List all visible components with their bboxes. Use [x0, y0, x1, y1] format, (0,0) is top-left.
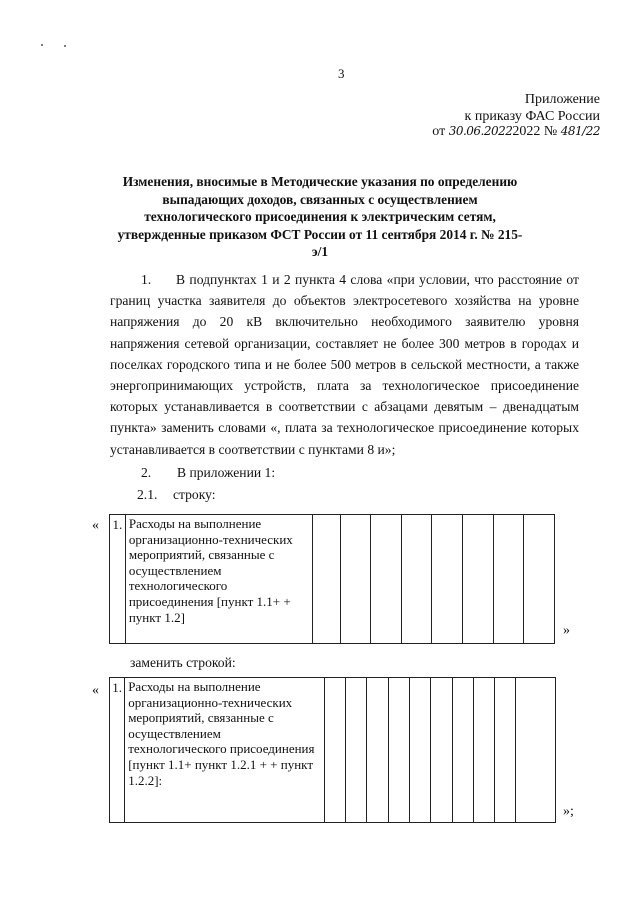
table-cell [312, 515, 341, 644]
date-prefix: от [432, 124, 446, 139]
old-row-table [109, 514, 555, 644]
appendix-label: Приложение [524, 92, 600, 107]
page-number: 3 [338, 66, 345, 81]
handwritten-date: 30.06.2022 [448, 124, 513, 138]
table-cell [493, 515, 524, 644]
row-number-cell: 1. [110, 515, 126, 644]
appendix-date-line [400, 124, 600, 140]
item-1-body: В подпунктах 1 и 2 пункта 4 слова «при условии, что расстояние от границ участка заявителя до объектов электросетевого хозяйства на уровне напряжения до 20 кВ включительно необходимого заявителю уровня напряжения сетевой организации, составляет не более 300 метров в городах и поселках городского типа и не более 500 метров в сельской местности, а также энергопринимающих устройств, плата за технологическое присоединение которых устанавливается в соответствии с абзацами девятым – двенадцатым пункта» заменить словами «, плата за технологическое присоединение которых устанавливается в соответствии с пунктами 8 и»; [110, 272, 579, 457]
old-row-close-quote: » [563, 623, 570, 638]
table-cell [516, 678, 556, 823]
handwritten-number: 481/22 [560, 124, 600, 138]
item-1-number: 1. [141, 272, 152, 287]
replace-instruction: заменить строкой: [130, 655, 236, 670]
date-year: 2022 № [512, 124, 558, 139]
table-cell [462, 515, 493, 644]
table-cell [410, 678, 431, 823]
scan-speck [41, 44, 43, 46]
scan-speck [64, 45, 66, 47]
row-description-cell: Расходы на выполнение организационно-технических мероприятий, связанные с осуществлением технологического присоединения [пункт 1.1+ + пункт 1.2] [125, 515, 312, 644]
item-2-1-number: 2.1. [137, 487, 158, 502]
item-1-text [110, 269, 579, 460]
table-cell [341, 515, 371, 644]
table-cell [371, 515, 402, 644]
table-cell [431, 678, 452, 823]
table-cell [401, 515, 432, 644]
table-cell [473, 678, 494, 823]
item-2-1-text: строку: [173, 487, 216, 502]
table-row [110, 515, 555, 644]
table-cell [452, 678, 473, 823]
table-row [110, 678, 556, 823]
row-description-cell: Расходы на выполнение организационно-технических мероприятий, связанные с осуществлением технологического присоединения [пункт 1.1+ пункт 1.2.1 + + пункт 1.2.2]: [125, 678, 325, 823]
table-cell [367, 678, 388, 823]
old-row-open-quote: « [92, 518, 99, 533]
item-2-text: В приложении 1: [177, 465, 276, 480]
table-cell [324, 678, 345, 823]
new-row-table [109, 677, 556, 823]
row-number-cell: 1. [110, 678, 125, 823]
table-cell [524, 515, 555, 644]
new-row-close-quote: »; [563, 804, 574, 819]
table-cell [495, 678, 516, 823]
appendix-order-ref: к приказу ФАС России [464, 109, 600, 124]
table-cell [346, 678, 367, 823]
table-cell [388, 678, 409, 823]
item-2-number: 2. [141, 465, 152, 480]
document-title: Изменения, вносимые в Методические указания по определению выпадающих доходов, связанных с осуществлением технологического присоединения к электрическим сетям, утвержденные приказом ФСТ России от 11 сентября 2014 г. № 215-э/1 [117, 174, 523, 259]
new-row-open-quote: « [92, 683, 99, 698]
table-cell [432, 515, 463, 644]
